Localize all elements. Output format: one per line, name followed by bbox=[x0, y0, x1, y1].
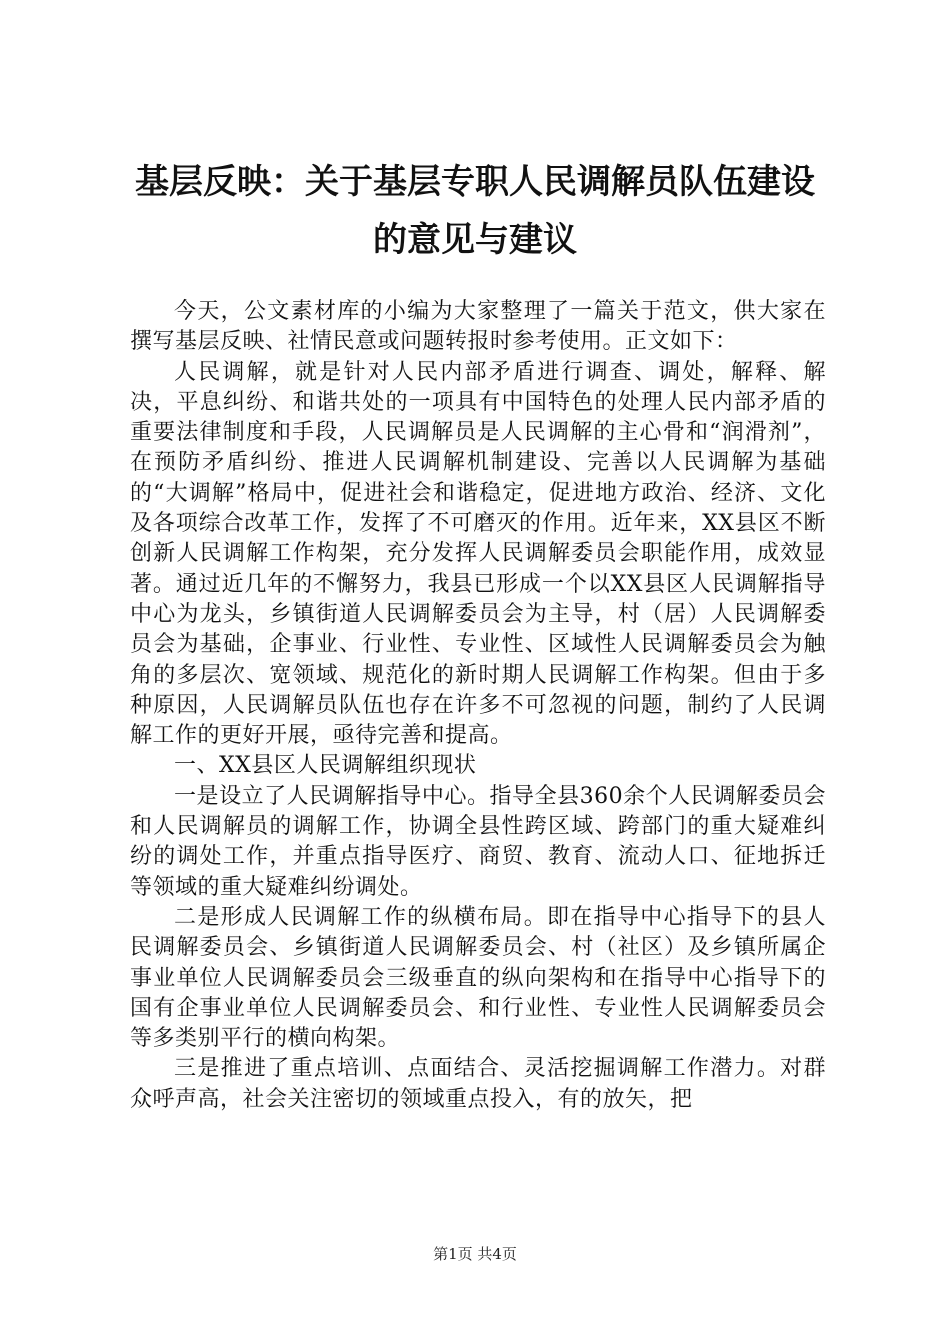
document-title-line-2: 的意见与建议 bbox=[373, 220, 577, 260]
section-heading-1: 一、XX县区人民调解组织现状 bbox=[174, 753, 477, 779]
document-body bbox=[130, 297, 826, 1115]
paragraph-point-3: 三是推进了重点培训、点面结合、灵活挖掘调解工作潜力。对群众呼声高，社会关注密切的领域重点投入，有的放矢，把 bbox=[130, 1056, 826, 1112]
document-title-line-1: 基层反映：关于基层专职人民调解员队伍建设 bbox=[135, 162, 815, 202]
paragraph-point-1: 一是设立了人民调解指导中心。指导全县360余个人民调解委员会和人民调解员的调解工作，协调全县性跨区域、跨部门的重大疑难纠纷的调处工作，并重点指导医疗、商贸、教育、流动人口、征地拆迁等领域的重大疑难纠纷调处。 bbox=[130, 783, 826, 900]
paragraph-point-2: 二是形成人民调解工作的纵横布局。即在指导中心指导下的县人民调解委员会、乡镇街道人民调解委员会、村（社区）及乡镇所属企事业单位人民调解委员会三级垂直的纵向架构和在指导中心指导下的国有企事业单位人民调解委员会、和行业性、专业性人民调解委员会等多类别平行的横向构架。 bbox=[130, 904, 826, 1052]
page-number-footer: 第1页 共4页 bbox=[433, 1245, 517, 1263]
paragraph-intro: 今天，公文素材库的小编为大家整理了一篇关于范文，供大家在撰写基层反映、社情民意或问题转报时参考使用。正文如下： bbox=[130, 299, 826, 355]
paragraph-overview: 人民调解，就是针对人民内部矛盾进行调查、调处，解释、解决，平息纠纷、和谐共处的一项具有中国特色的处理人民内部矛盾的重要法律制度和手段，人民调解员是人民调解的主心骨和“润滑剂”，在预防矛盾纠纷、推进人民调解机制建设、完善以人民调解为基础的“大调解”格局中，促进社会和谐稳定，促进地方政治、经济、文化及各项综合改革工作，发挥了不可磨灭的作用。近年来，XX县区不断创新人民调解工作构架，充分发挥人民调解委员会职能作用，成效显著。通过近几年的不懈努力，我县已形成一个以XX县区人民调解指导中心为龙头，乡镇街道人民调解委员会为主导，村（居）人民调解委员会为基础，企事业、行业性、专业性、区域性人民调解委员会为触角的多层次、宽领域、规范化的新时期人民调解工作构架。但由于多种原因，人民调解员队伍也存在许多不可忽视的问题，制约了人民调解工作的更好开展，亟待完善和提高。 bbox=[130, 359, 826, 749]
